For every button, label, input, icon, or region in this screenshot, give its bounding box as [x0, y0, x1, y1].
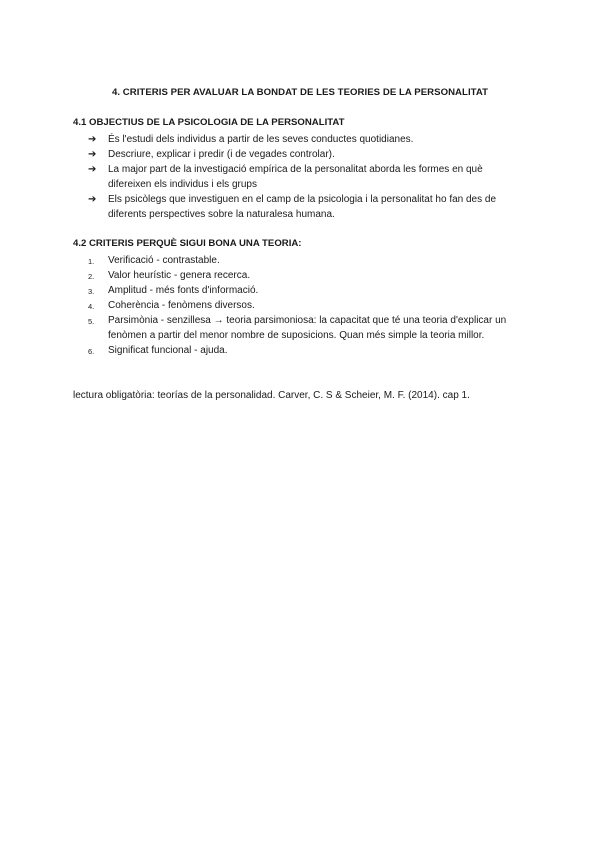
reading-reference: lectura obligatòria: teorías de la personalidad. Carver, C. S & Scheier, M. F. (2014). cap 1.: [73, 390, 470, 401]
list-item-text: Els psicòlegs que investiguen en el camp de la psicologia i la personalitat ho fan des de diferents perspectives sobre la naturalesa humana.: [108, 194, 497, 220]
list-number: 4.: [88, 302, 95, 311]
list-item-text: Significat funcional - ajuda.: [108, 345, 228, 356]
list-item: [88, 268, 528, 283]
objectius-list: [88, 132, 528, 222]
list-item: [88, 283, 528, 298]
list-item-text: Amplitud - més fonts d'informació.: [108, 285, 259, 296]
section-heading-criteris: 4.2 CRITERIS PERQUÈ SIGUI BONA UNA TEORIA:: [73, 238, 302, 249]
section-heading-objectius: 4.1 OBJECTIUS DE LA PSICOLOGIA DE LA PERSONALITAT: [73, 117, 345, 128]
list-item-text: Parsimònia - senzillesa → teoria parsimoniosa: la capacitat que té una teoria d'explicar un fenòmen a partir del menor nombre de suposicions. Quan més simple la teoria millor.: [108, 315, 507, 341]
list-number: 1.: [88, 257, 95, 266]
list-item: [88, 298, 528, 313]
arrow-right-icon: ➔: [88, 194, 97, 205]
list-number: 6.: [88, 347, 95, 356]
page-title: 4. CRITERIS PER AVALUAR LA BONDAT DE LES TEORIES DE LA PERSONALITAT: [111, 87, 489, 98]
list-item: [88, 313, 528, 343]
list-item-text: Valor heurístic - genera recerca.: [108, 270, 251, 281]
list-number: 2.: [88, 272, 95, 281]
list-item-text: Descriure, explicar i predir (i de vegades controlar).: [108, 149, 335, 160]
list-item-text: És l'estudi dels individus a partir de les seves conductes quotidianes.: [108, 134, 414, 145]
arrow-right-icon: ➔: [88, 164, 97, 175]
list-item: [88, 162, 528, 192]
list-item: [88, 147, 528, 162]
list-item: [88, 253, 528, 268]
arrow-right-icon: ➔: [88, 134, 97, 145]
list-item: [88, 192, 528, 222]
arrow-right-icon: ➔: [88, 149, 97, 160]
list-item-text: Coherència - fenòmens diversos.: [108, 300, 255, 311]
criteris-list: [88, 253, 528, 358]
list-number: 3.: [88, 287, 95, 296]
list-item: [88, 132, 528, 147]
list-item: [88, 343, 528, 358]
list-number: 5.: [88, 317, 95, 326]
list-item-text: La major part de la investigació empírica de la personalitat aborda les formes en què difereixen els individus i els grups: [108, 164, 483, 190]
list-item-text: Verificació - contrastable.: [108, 255, 220, 266]
